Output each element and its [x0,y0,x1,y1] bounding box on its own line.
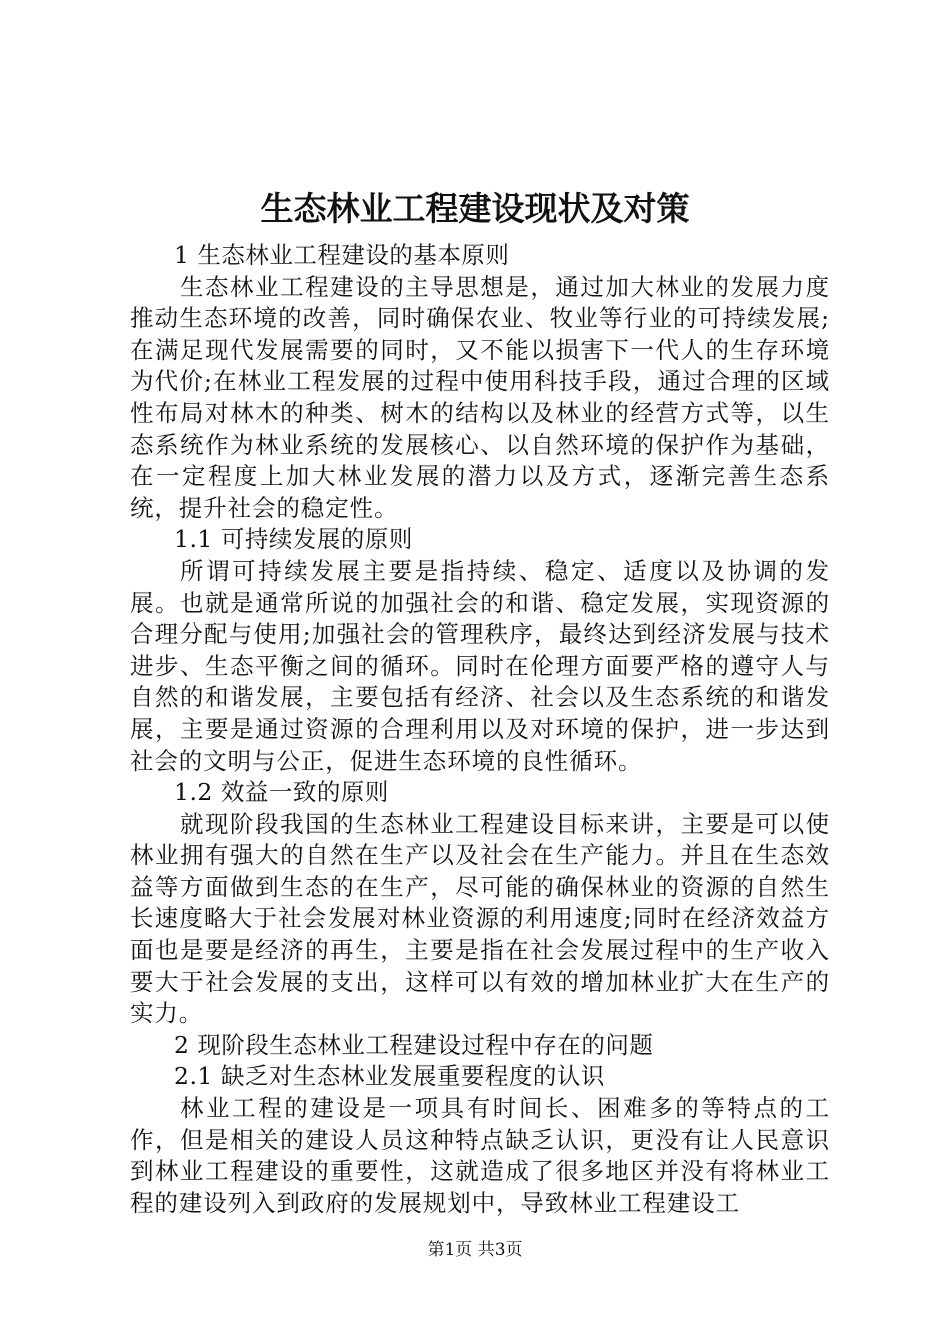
page-footer: 第1页 共3页 [427,1240,523,1260]
paragraph: 就现阶段我国的生态林业工程建设目标来讲，主要是可以使林业拥有强大的自然在生产以及社会在生产能力。并且在生态效益等方面做到生态的在生产，尽可能的确保林业的资源的自然生长速度略大于社会发展对林业资源的利用速度;同时在经济效益方面也是要是经济的再生，主要是指在社会发展过程中的生产收入要大于社会发展的支出，这样可以有效的增加林业扩大在生产的实力。 [130,809,830,1028]
section-heading: 1 生态林业工程建设的基本原则 [174,241,510,269]
section-heading: 2 现阶段生态林业工程建设过程中存在的问题 [174,1030,654,1059]
paragraph: 所谓可持续发展主要是指持续、稳定、适度以及协调的发展。也就是通常所说的加强社会的和谐、稳定发展，实现资源的合理分配与使用;加强社会的管理秩序，最终达到经济发展与技术进步、生态平衡之间的循环。同时在伦理方面要严格的遵守人与自然的和谐发展，主要包括有经济、社会以及生态系统的和谐发展，主要是通过资源的合理利用以及对环境的保护，进一步达到社会的文明与公正，促进生态环境的良性循环。 [130,556,830,775]
section-heading: 2.1 缺乏对生态林业发展重要程度的认识 [174,1062,605,1091]
document-body [130,240,830,1219]
section-heading: 1.1 可持续发展的原则 [174,525,413,554]
document-title: 生态林业工程建设现状及对策 [260,189,690,228]
paragraph: 林业工程的建设是一项具有时间长、困难多的等特点的工作，但是相关的建设人员这种特点缺乏认识，更没有让人民意识到林业工程建设的重要性，这就造成了很多地区并没有将林业工程的建设列入到政府的发展规划中，导致林业工程建设工 [130,1094,830,1217]
paragraph: 生态林业工程建设的主导思想是，通过加大林业的发展力度推动生态环境的改善，同时确保农业、牧业等行业的可持续发展;在满足现代发展需要的同时，又不能以损害下一代人的生存环境为代价;在林业工程发展的过程中使用科技手段，通过合理的区域性布局对林木的种类、树木的结构以及林业的经营方式等，以生态系统作为林业系统的发展核心、以自然环境的保护作为基础，在一定程度上加大林业发展的潜力以及方式，逐渐完善生态系统，提升社会的稳定性。 [130,272,830,522]
section-heading: 1.2 效益一致的原则 [174,778,389,807]
